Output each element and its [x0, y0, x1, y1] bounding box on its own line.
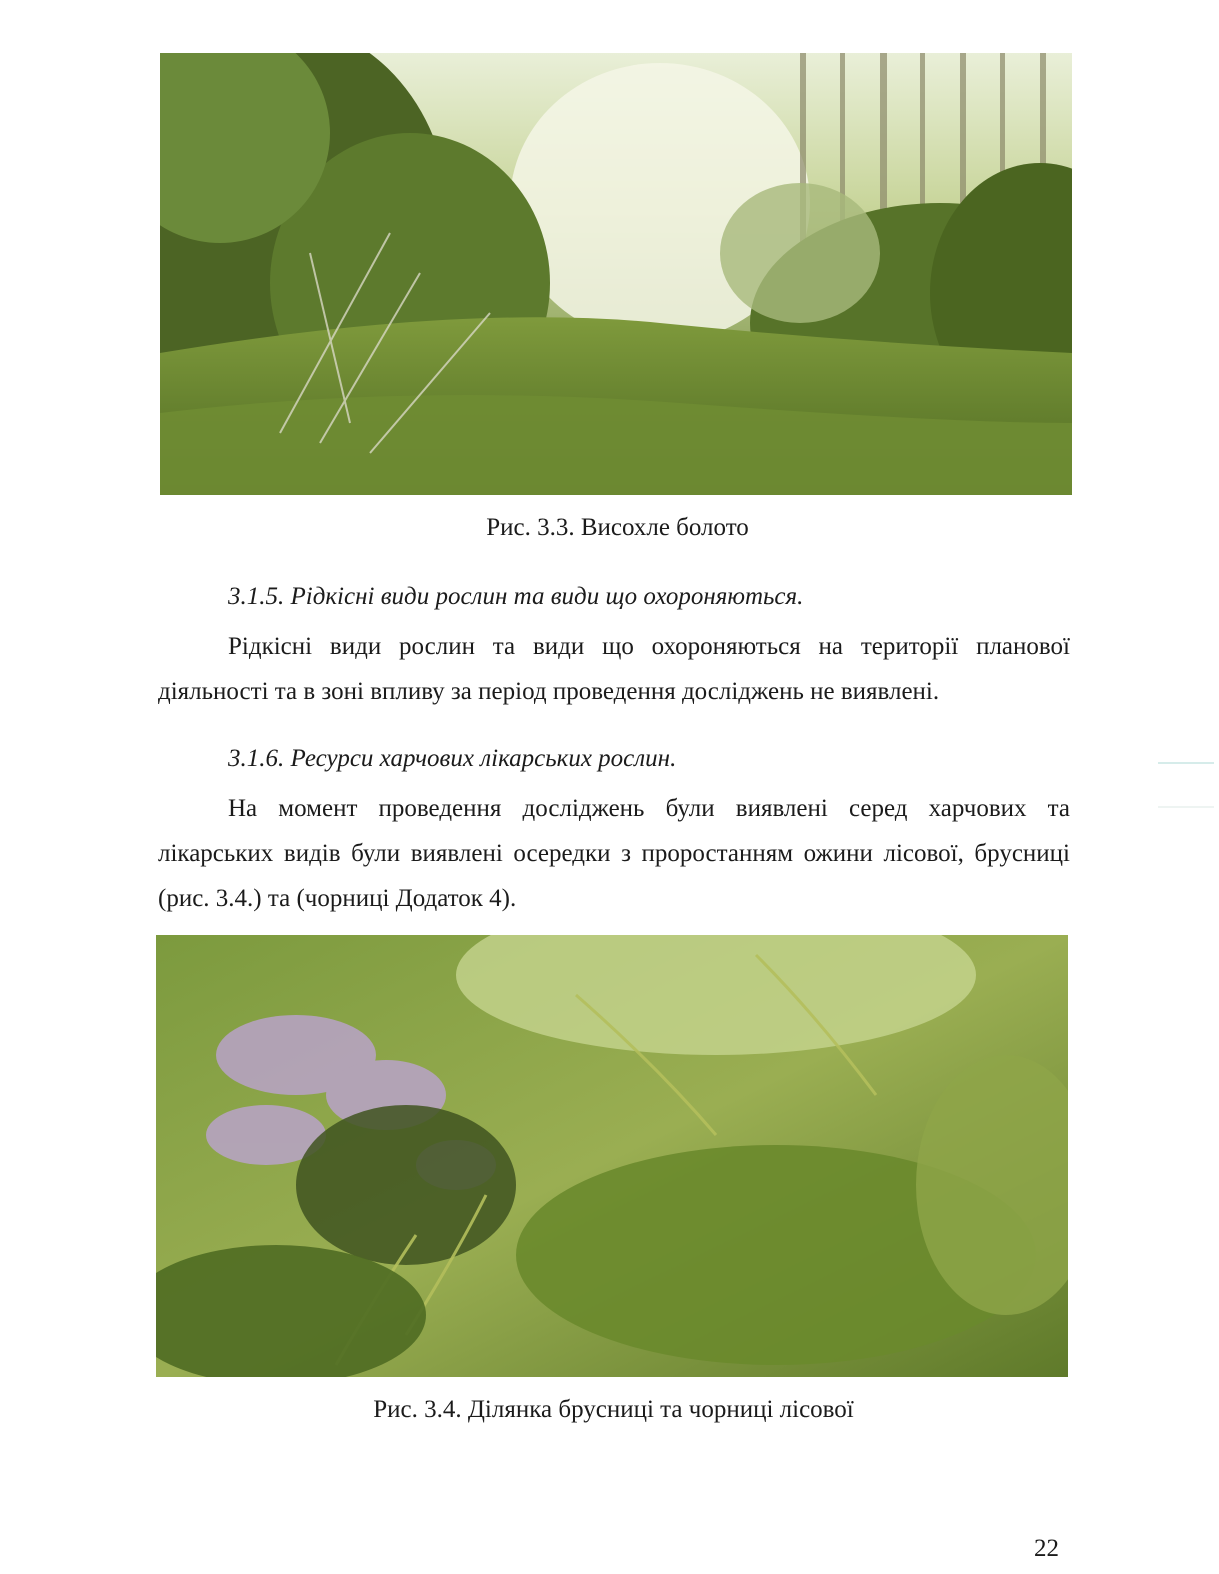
section-3-1-6-text: На момент проведення досліджень були виявлені серед харчових та лікарських видів були виявлені осередки з проростанням ожини лісової, брусниці (рис. 3.4.) та (чорниці Додаток 4). [158, 795, 1070, 912]
dried-bog-photo [160, 53, 1072, 495]
section-3-1-5-heading: 3.1.5. Рідкісні види рослин та види що охороняються. [228, 583, 804, 610]
scan-artifact-line [1158, 762, 1214, 764]
figure-3-4-caption: Рис. 3.4. Ділянка брусниці та чорниці лісової [373, 1396, 854, 1423]
section-3-1-5-text: Рідкісні види рослин та види що охороняються на території планової діяльності та в зоні впливу за період проведення досліджень не виявлені. [158, 633, 1070, 705]
figure-3-3-photo [160, 53, 1072, 495]
section-3-1-6-heading: 3.1.6. Ресурси харчових лікарських рослин. [228, 745, 677, 772]
figure-3-3-caption: Рис. 3.3. Висохле болото [486, 514, 749, 541]
figure-3-4-photo [156, 935, 1068, 1377]
page-number: 22 [1034, 1535, 1059, 1562]
berry-plot-photo [156, 935, 1068, 1377]
scan-artifact-line [1158, 806, 1214, 808]
